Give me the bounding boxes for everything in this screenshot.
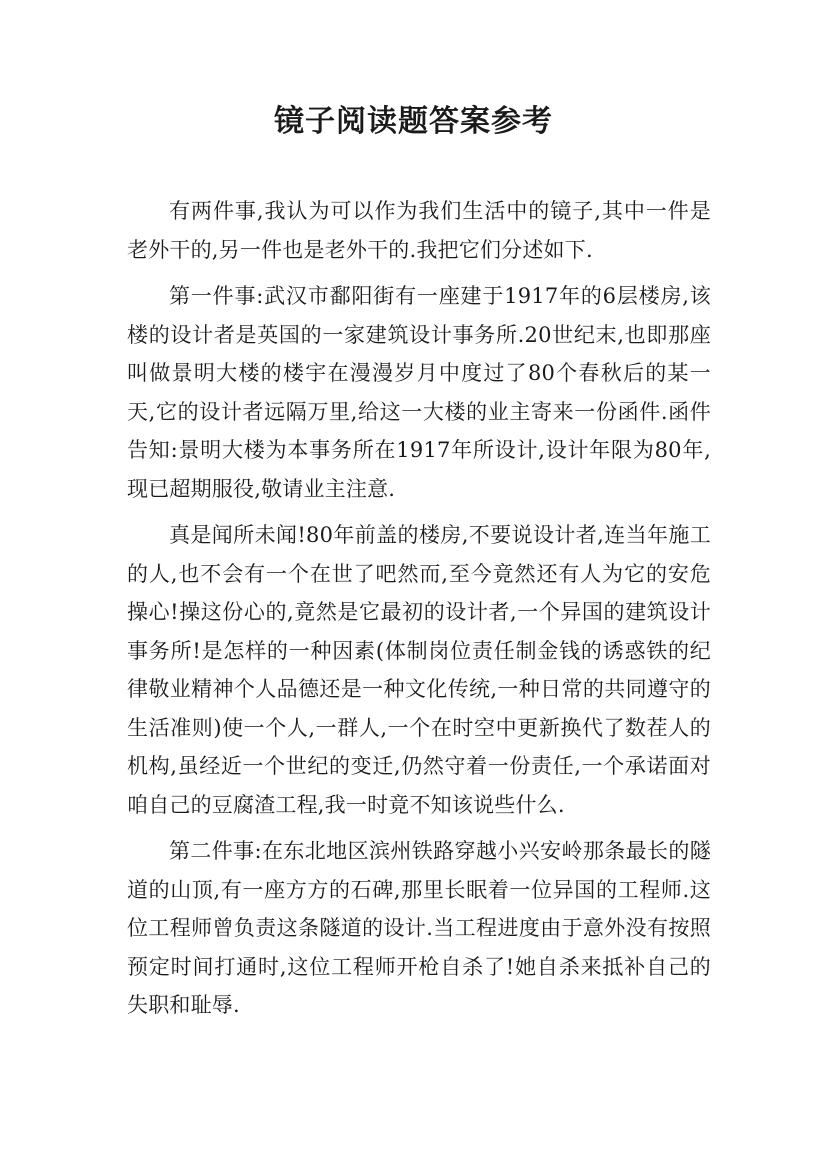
paragraph-first-event: 第一件事:武汉市鄱阳街有一座建于1917年的6层楼房,该楼的设计者是英国的一家建筑设计事务所.20世纪末,也即那座叫做景明大楼的楼宇在漫漫岁月中度过了80个春秋后的某一天,它的设计者远隔万里,给这一大楼的业主寄来一份函件.函件告知:景明大楼为本事务所在1917年所设计,设计年限为80年,现已超期服役,敬请业主注意.: [127, 284, 711, 501]
paragraph-intro: 有两件事,我认为可以作为我们生活中的镜子,其中一件是老外干的,另一件也是老外干的.我把它们分述如下.: [127, 199, 711, 262]
paragraph-reflection: 真是闻所未闻!80年前盖的楼房,不要说设计者,连当年施工的人,也不会有一个在世了吧然而,至今竟然还有人为它的安危操心!操这份心的,竟然是它最初的设计者,一个异国的建筑设计事务所!是怎样的一种因素(体制岗位责任制金钱的诱惑铁的纪律敬业精神个人品德还是一种文化传统,一种日常的共同遵守的生活准则)使一个人,一群人,一个在时空中更新换代了数茬人的机构,虽经近一个世纪的变迁,仍然守着一份责任,一个承诺面对咱自己的豆腐渣工程,我一时竟不知该说些什么.: [127, 523, 711, 817]
document-body: [127, 192, 711, 1033]
paragraph-second-event: 第二件事:在东北地区滨州铁路穿越小兴安岭那条最长的隧道的山顶,有一座方方的石碑,那里长眠着一位异国的工程师.这位工程师曾负责这条隧道的设计.当工程进度由于意外没有按照预定时间打通时,这位工程师开枪自杀了!她自杀来抵补自己的失职和耻辱.: [127, 839, 711, 1017]
document-title: 镜子阅读题答案参考: [274, 104, 553, 139]
